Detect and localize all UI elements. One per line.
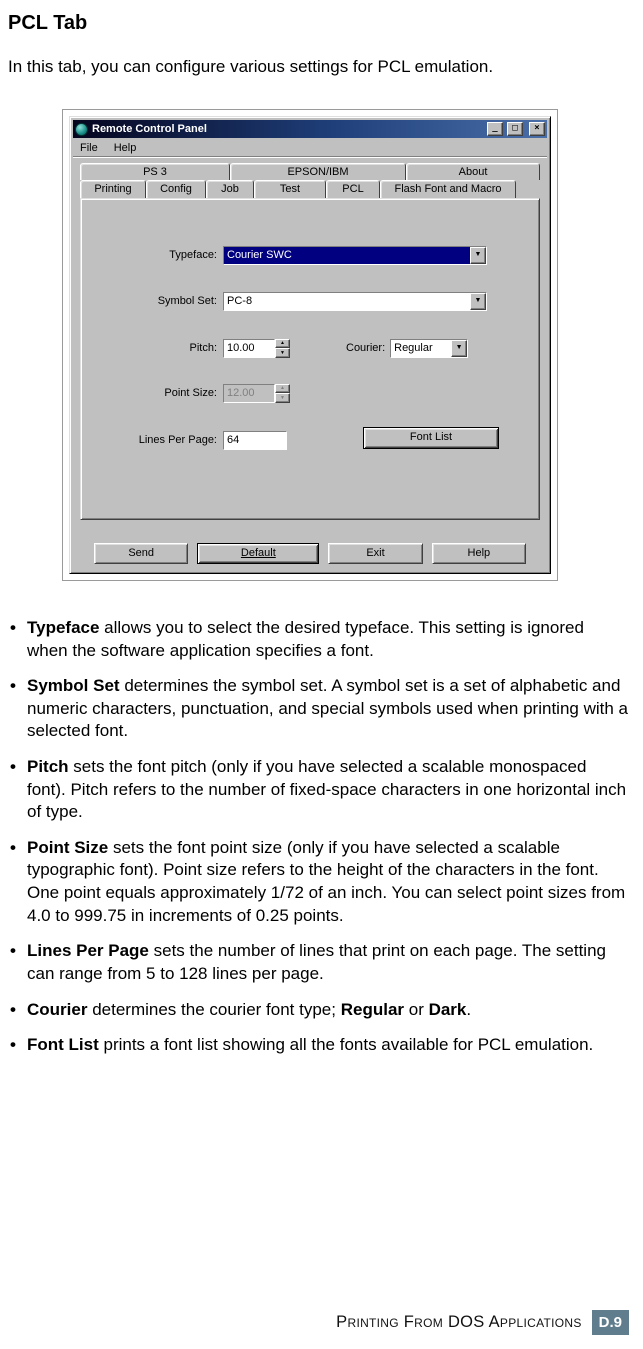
- spinner-down-icon[interactable]: ▼: [275, 348, 290, 358]
- menu-file[interactable]: File: [80, 142, 98, 154]
- pitch-row: [87, 338, 533, 358]
- tab-flash-font-and-macro[interactable]: Flash Font and Macro: [380, 180, 516, 198]
- remote-control-panel-window: [69, 116, 551, 574]
- courier-value: Regular: [391, 340, 451, 357]
- feature-bullet-list: [8, 617, 633, 1070]
- typeface-combobox[interactable]: [223, 246, 487, 265]
- bullet-symbol-set: [10, 675, 629, 743]
- typeface-value: Courier SWC: [224, 247, 470, 264]
- symbol-set-value: PC-8: [224, 293, 470, 310]
- exit-button[interactable]: Exit: [328, 543, 422, 564]
- pitch-input[interactable]: [223, 339, 275, 358]
- bullet-text: sets the font pitch (only if you have selected a scalable monospaced font). Pitch refers to the number of fixed-space characters in one horizontal inch of type.: [27, 757, 627, 822]
- bullet-text: sets the font point size (only if you have selected a scalable typographic font). Point size refers to the height of the characters in the font. One point equals approximately 1/72 of an inch. You can select point sizes from 4.0 to 999.75 in increments of 0.25 points.: [27, 837, 626, 925]
- courier-label: Courier:: [346, 342, 386, 354]
- screenshot-remote-control-panel: [62, 109, 558, 581]
- tab-test[interactable]: Test: [254, 180, 326, 198]
- chevron-down-icon[interactable]: ▼: [470, 247, 486, 264]
- send-button[interactable]: Send: [94, 543, 188, 564]
- bullet-text: sets the number of lines that print on each page. The setting can range from 5 to 128 lines per page.: [27, 941, 606, 983]
- intro-paragraph: In this tab, you can configure various settings for PCL emulation.: [8, 57, 494, 76]
- pitch-spinner: [275, 339, 290, 358]
- tab-ps3[interactable]: PS 3: [80, 163, 230, 180]
- chevron-down-icon[interactable]: ▼: [451, 340, 467, 357]
- tab-row-back: [80, 163, 540, 180]
- spinner-up-icon: ▲: [275, 384, 290, 394]
- bullet-term: Lines Per Page: [27, 941, 149, 961]
- page-number-badge: D.9: [592, 1310, 629, 1335]
- bullet-term: Font List: [27, 1035, 99, 1055]
- bullet-text: determines the symbol set. A symbol set is a set of alphabetic and numeric characters, punctuation, and special symbols used when printing with a selected font.: [27, 676, 628, 741]
- bullet-text: prints a font list showing all the fonts available for PCL emulation.: [98, 1035, 594, 1055]
- bullet-term: Typeface: [27, 618, 100, 637]
- symbol-set-combobox[interactable]: [223, 292, 487, 311]
- chevron-down-icon[interactable]: ▼: [470, 293, 486, 310]
- point-size-label: Point Size:: [164, 387, 217, 399]
- spinner-up-icon[interactable]: ▲: [275, 339, 290, 349]
- tab-control: [80, 163, 540, 198]
- bullet-courier: [10, 999, 629, 1022]
- courier-combobox[interactable]: [390, 339, 468, 358]
- bullet-point-size: [10, 837, 629, 927]
- lines-per-page-input[interactable]: [223, 431, 287, 450]
- bullet-text: allows you to select the desired typeface. This setting is ignored when the software application specifies a font.: [27, 618, 584, 660]
- bullet-pitch: [10, 756, 629, 824]
- tab-epson-ibm[interactable]: EPSON/IBM: [230, 163, 406, 180]
- app-globe-icon: [75, 123, 88, 136]
- lines-per-page-label: Lines Per Page:: [138, 434, 217, 446]
- point-size-spinner: [275, 384, 290, 403]
- bullet-text: .: [466, 999, 472, 1019]
- footer-section-title: Printing From DOS Applications: [336, 1313, 582, 1331]
- window-titlebar[interactable]: [73, 120, 547, 138]
- menu-bar: [73, 140, 547, 157]
- typeface-row: [87, 245, 533, 265]
- point-size-row: [87, 383, 533, 403]
- help-button[interactable]: Help: [432, 543, 526, 564]
- bullet-text: or: [404, 999, 429, 1019]
- typeface-label: Typeface:: [169, 249, 217, 261]
- page-footer: [8, 1310, 633, 1335]
- default-button[interactable]: Default: [197, 543, 319, 564]
- bullet-typeface: [10, 617, 629, 662]
- tab-pcl[interactable]: PCL: [326, 180, 380, 198]
- bullet-term: Dark: [428, 999, 467, 1019]
- tab-row-front: [80, 180, 540, 198]
- bullet-font-list: [10, 1034, 629, 1057]
- bullet-text: determines the courier font type;: [87, 999, 341, 1019]
- tab-about[interactable]: About: [406, 163, 540, 180]
- symbol-set-label: Symbol Set:: [157, 295, 217, 307]
- bullet-lines-per-page: [10, 940, 629, 985]
- pcl-tab-panel: [80, 198, 540, 520]
- menu-help[interactable]: Help: [113, 142, 137, 154]
- close-icon[interactable]: ×: [529, 122, 545, 136]
- page-title: PCL Tab: [8, 12, 88, 34]
- dialog-button-row: [94, 543, 526, 564]
- tab-job[interactable]: Job: [206, 180, 254, 198]
- tab-printing[interactable]: Printing: [80, 180, 146, 198]
- spinner-down-icon: ▼: [275, 393, 290, 403]
- window-title: Remote Control Panel: [92, 123, 207, 135]
- minimize-icon[interactable]: _: [487, 122, 503, 136]
- bullet-term: Point Size: [27, 837, 109, 857]
- pitch-label: Pitch:: [189, 342, 217, 354]
- font-list-button[interactable]: Font List: [363, 427, 499, 449]
- tab-config[interactable]: Config: [146, 180, 206, 198]
- maximize-icon[interactable]: □: [507, 122, 523, 136]
- point-size-input: [223, 384, 275, 403]
- symbol-set-row: [87, 291, 533, 311]
- bullet-term: Pitch: [27, 757, 69, 777]
- bullet-term: Regular: [340, 999, 405, 1019]
- bullet-term: Symbol Set: [27, 676, 120, 696]
- bullet-term: Courier: [27, 999, 88, 1019]
